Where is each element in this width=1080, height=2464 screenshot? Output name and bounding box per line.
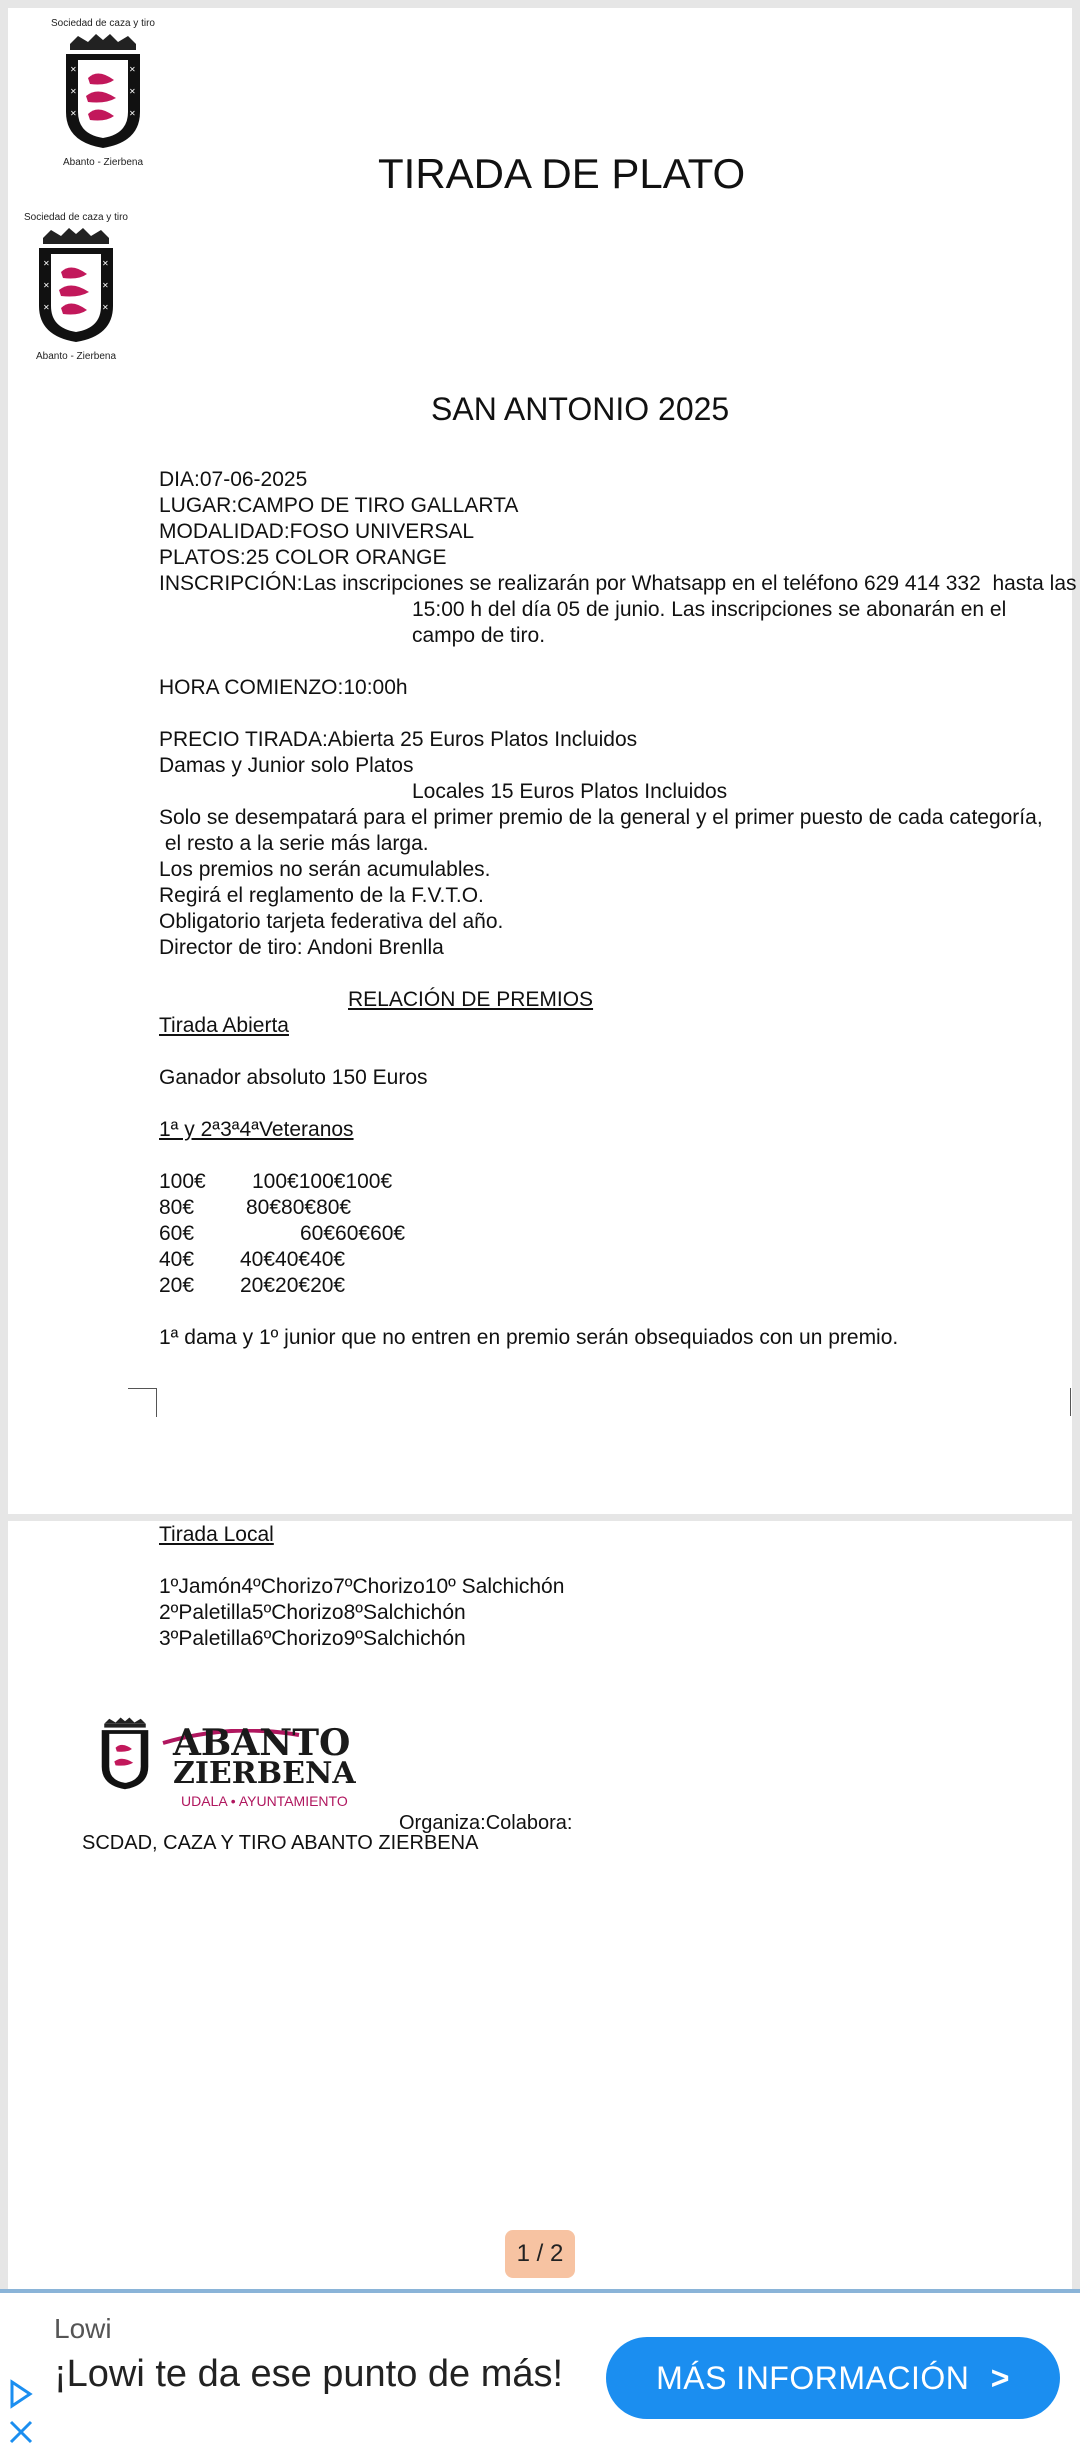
- rule-6: Director de tiro: Andoni Brenlla: [159, 936, 444, 959]
- document-page-1: [8, 8, 1077, 1514]
- prize-row-1-left: 100€: [159, 1170, 206, 1193]
- info-dia: DIA:07-06-2025: [159, 468, 308, 491]
- rule-3: Los premios no serán acumulables.: [159, 858, 491, 881]
- ad-more-info-button[interactable]: [606, 2337, 1060, 2419]
- ad-button-label: MÁS INFORMACIÓN: [656, 2360, 970, 2396]
- info-precio-3: Locales 15 Euros Platos Incluidos: [412, 780, 728, 803]
- close-icon[interactable]: [8, 2419, 34, 2445]
- crest-shield-icon: [31, 224, 121, 348]
- premios-nota: 1ª dama y 1º junior que no entren en premio serán obsequiados con un premio.: [159, 1326, 899, 1349]
- crest-caption-top: Sociedad de caza y tiro: [24, 212, 128, 223]
- page-title: TIRADA DE PLATO: [378, 150, 746, 197]
- logo-text-abanto: ABANTO: [173, 1722, 351, 1764]
- prize-row-2-right: 80€80€80€: [246, 1196, 352, 1219]
- local-row-1: 1ºJamón4ºChorizo7ºChorizo10º Salchichón: [159, 1575, 565, 1598]
- rule-2: el resto a la serie más larga.: [159, 832, 429, 855]
- ad-banner[interactable]: [0, 2289, 1080, 2464]
- page-subtitle: SAN ANTONIO 2025: [431, 391, 730, 427]
- svg-text:✕: ✕: [70, 87, 77, 96]
- logo-text-udala: UDALA • AYUNTAMIENTO: [181, 1793, 348, 1809]
- logo-text-zierbena: ZIERBENA: [173, 1756, 356, 1791]
- document-page-2: [8, 1521, 1072, 2291]
- svg-text:✕: ✕: [102, 303, 109, 312]
- svg-text:✕: ✕: [129, 87, 136, 96]
- crop-mark-right: [1070, 1388, 1073, 1416]
- info-precio-1: PRECIO TIRADA:Abierta 25 Euros Platos Incluidos: [159, 728, 638, 751]
- svg-text:✕: ✕: [102, 259, 109, 268]
- svg-text:✕: ✕: [129, 65, 136, 74]
- crest-caption-top: Sociedad de caza y tiro: [51, 18, 155, 29]
- info-inscripcion-3: campo de tiro.: [412, 624, 546, 647]
- ad-brand: Lowi: [54, 2313, 112, 2344]
- local-row-3: 3ºPaletilla6ºChorizo9ºSalchichón: [159, 1627, 466, 1650]
- svg-text:✕: ✕: [70, 109, 77, 118]
- prize-row-4-left: 40€: [159, 1248, 195, 1271]
- rule-5: Obligatorio tarjeta federativa del año.: [159, 910, 504, 933]
- prize-row-3-left: 60€: [159, 1222, 195, 1245]
- ad-headline[interactable]: ¡Lowi te da ese punto de más!: [54, 2353, 564, 2395]
- info-lugar: LUGAR:CAMPO DE TIRO GALLARTA: [159, 494, 519, 517]
- info-inscripcion-1: INSCRIPCIÓN:Las inscripciones se realizarán por Whatsapp en el teléfono 629 414 332 hasta las: [159, 572, 1077, 595]
- svg-text:✕: ✕: [43, 281, 50, 290]
- prize-row-1-right: 100€100€100€: [252, 1170, 393, 1193]
- premios-heading: RELACIÓN DE PREMIOS: [348, 988, 594, 1011]
- page-indicator: 1 / 2: [505, 2230, 575, 2278]
- prize-row-2-left: 80€: [159, 1196, 195, 1219]
- info-inscripcion-2: 15:00 h del día 05 de junio. Las inscripciones se abonarán en el: [412, 598, 1007, 621]
- prize-row-5-right: 20€20€20€: [240, 1274, 346, 1297]
- svg-text:✕: ✕: [102, 281, 109, 290]
- info-precio-2: Damas y Junior solo Platos: [159, 754, 414, 777]
- crest-caption-bottom: Abanto - Zierbena: [35, 351, 117, 362]
- local-row-2: 2ºPaletilla5ºChorizo8ºSalchichón: [159, 1601, 466, 1624]
- svg-text:✕: ✕: [70, 65, 77, 74]
- prize-row-3-right: 60€60€60€: [300, 1222, 406, 1245]
- tirada-local-heading: Tirada Local: [159, 1523, 274, 1546]
- crest-shield-icon: [93, 1715, 157, 1793]
- info-hora: HORA COMIENZO:10:00h: [159, 676, 408, 699]
- club-crest-2: [16, 212, 136, 363]
- adchoices-play-icon[interactable]: [8, 2379, 34, 2409]
- categorias-heading: 1ª y 2ª3ª4ªVeteranos: [159, 1118, 354, 1141]
- svg-text:✕: ✕: [43, 303, 50, 312]
- organiza-colabora: Organiza:Colabora:: [399, 1812, 573, 1834]
- svg-text:✕: ✕: [43, 259, 50, 268]
- svg-text:✕: ✕: [129, 109, 136, 118]
- ganador-absoluto: Ganador absoluto 150 Euros: [159, 1066, 428, 1089]
- ayuntamiento-logo: [93, 1715, 393, 1825]
- organizer-name: SCDAD, CAZA Y TIRO ABANTO ZIERBENA: [82, 1832, 479, 1854]
- club-crest-1: [38, 18, 168, 169]
- info-platos: PLATOS:25 COLOR ORANGE: [159, 546, 447, 569]
- prize-row-4-right: 40€40€40€: [240, 1248, 346, 1271]
- rule-1: Solo se desempatará para el primer premio de la general y el primer puesto de cada categoría,: [159, 806, 1043, 829]
- prize-row-5-left: 20€: [159, 1274, 195, 1297]
- rule-4: Regirá el reglamento de la F.V.T.O.: [159, 884, 484, 907]
- crop-mark-left: [128, 1388, 157, 1417]
- crest-caption-bottom: Abanto - Zierbena: [62, 157, 144, 168]
- crest-shield-icon: [58, 30, 148, 154]
- info-modalidad: MODALIDAD:FOSO UNIVERSAL: [159, 520, 475, 543]
- tirada-abierta-heading: Tirada Abierta: [159, 1014, 289, 1037]
- chevron-right-icon: >: [990, 2360, 1010, 2396]
